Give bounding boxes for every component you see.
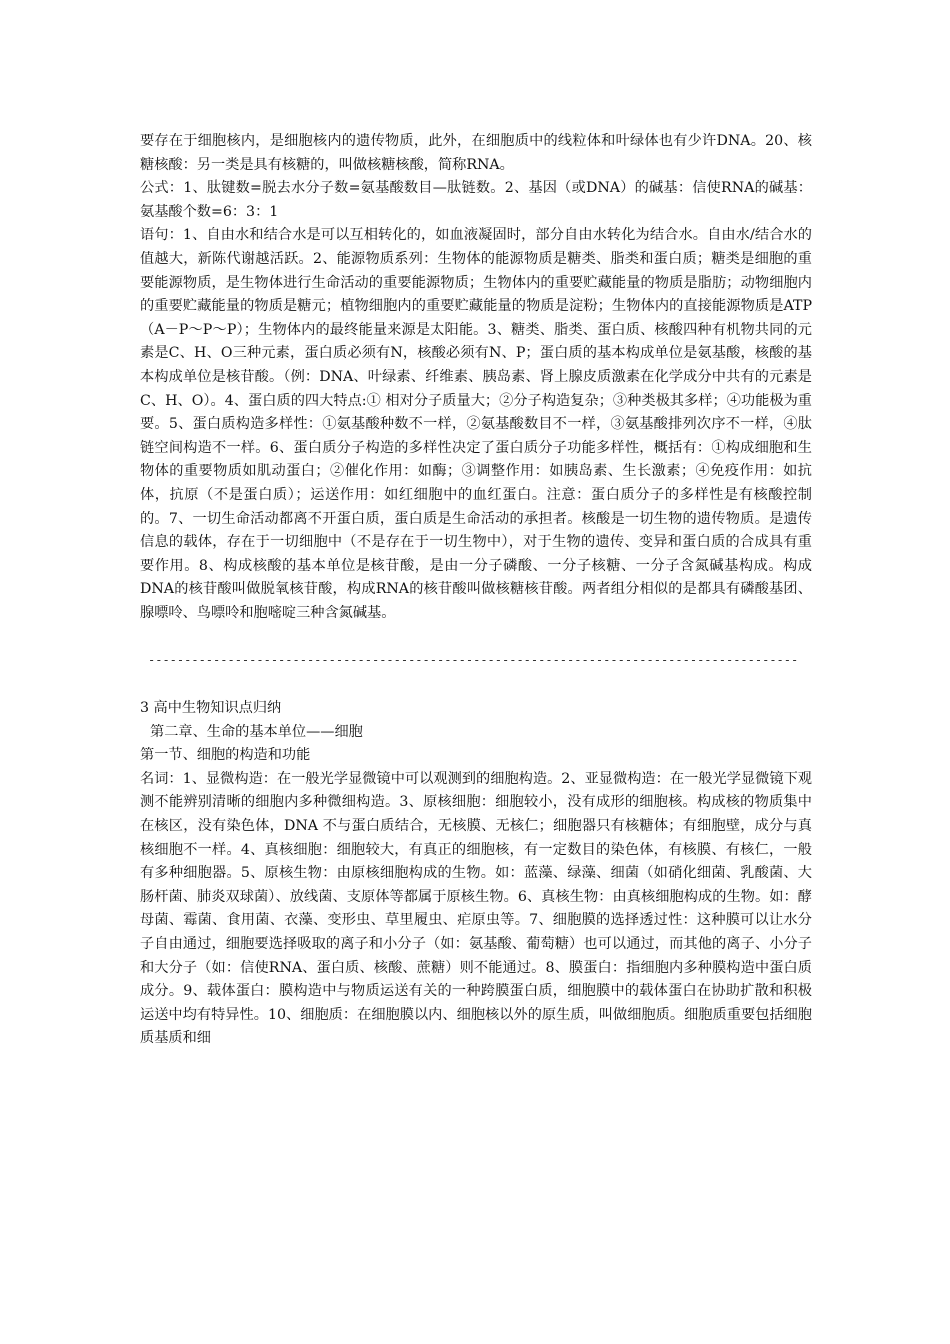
paragraph-formulas: 公式：1、肽键数=脱去水分子数=氨基酸数目—肽链数。2、基因（或DNA）的碱基：信使RNA的碱基：氨基酸个数=6：3：1 (140, 180, 812, 220)
section-title: 第一节、细胞的构造和功能 (140, 747, 311, 764)
document-page (140, 130, 812, 1051)
paragraph-nucleic-acid: 要存在于细胞核内，是细胞核内的遗传物质，此外，在细胞质中的线粒体和叶绿体也有少许DNA。20、核糖核酸：另一类是具有核糖的，叫做核糖核酸，简称RNA。 (140, 133, 812, 173)
paragraph-terms: 名词：1、显微构造：在一般光学显微镜中可以观测到的细胞构造。2、亚显微构造：在一般光学显微镜下观测不能辨别清晰的细胞内多种微细构造。3、原核细胞：细胞较小，没有成形的细胞核。构成核的物质集中在核区，没有染色体，DNA 不与蛋白质结合，无核膜、无核仁；细胞器只有核糖体；有细胞壁，成分与真核细胞不一样。4、真核细胞：细胞较大，有真正的细胞核，有一定数目的染色体，有核膜、有核仁，一般有多种细胞器。5、原核生物：由原核细胞构成的生物。如：蓝藻、绿藻、细菌（如硝化细菌、乳酸菌、大肠杆菌、肺炎双球菌）、放线菌、支原体等都属于原核生物。6、真核生物：由真核细胞构成的生物。如：酵母菌、霉菌、食用菌、衣藻、变形虫、草里履虫、疟原虫等。7、细胞膜的选择透过性：这种膜可以让水分子自由通过，细胞要选择吸取的离子和小分子（如：氨基酸、葡萄糖）也可以通过，而其他的离子、小分子和大分子（如：信使RNA、蛋白质、核酸、蔗糖）则不能通过。8、膜蛋白：指细胞内多种膜构造中蛋白质成分。9、载体蛋白：膜构造中与物质运送有关的一种跨膜蛋白质，细胞膜中的载体蛋白在协助扩散和积极运送中均有特异性。10、细胞质：在细胞膜以内、细胞核以外的原生质，叫做细胞质。细胞质重要包括细胞质基质和细 (140, 770, 812, 1047)
paragraph-statements: 语句：1、自由水和结合水是可以互相转化的，如血液凝固时，部分自由水转化为结合水。自由水/结合水的值越大，新陈代谢越活跃。2、能源物质系列：生物体的能源物质是糖类、脂类和蛋白质；糖类是细胞的重要能源物质，是生物体进行生命活动的重要能源物质；生物体内的重要贮藏能量的物质是脂肪；动物细胞内的重要贮藏能量的物质是糖元；植物细胞内的重要贮藏能量的物质是淀粉；生物体内的直接能源物质是ATP（A－P～P～P）；生物体内的最终能量来源是太阳能。3、糖类、脂类、蛋白质、核酸四种有机物共同的元素是C、H、O三种元素，蛋白质必须有N，核酸必须有N、P；蛋白质的基本构成单位是氨基酸，核酸的基本构成单位是核苷酸。（例：DNA、叶绿素、纤维素、胰岛素、肾上腺皮质激素在化学成分中共有的元素是C、H、O）。4、蛋白质的四大特点:① 相对分子质量大；②分子构造复杂；③种类极其多样；④功能极为重要。5、蛋白质构造多样性：①氨基酸种数不一样，②氨基酸数目不一样，③氨基酸排列次序不一样，④肽链空间构造不一样。6、蛋白质分子构造的多样性决定了蛋白质分子功能多样性，概括有：①构成细胞和生物体的重要物质如肌动蛋白；②催化作用：如酶；③调整作用：如胰岛素、生长激素；④免疫作用：如抗体，抗原（不是蛋白质）；运送作用：如红细胞中的血红蛋白。注意：蛋白质分子的多样性是有核酸控制的。7、一切生命活动都离不开蛋白质，蛋白质是生命活动的承担者。核酸是一切生物的遗传物质。是遗传信息的载体，存在于一切细胞中（不是存在于一切生物中），对于生物的遗传、变异和蛋白质的合成具有重要作用。8、构成核酸的基本单位是核苷酸，是由一分子磷酸、一分子核糖、一分子含氮碱基构成。构成DNA的核苷酸叫做脱氧核苷酸，构成RNA的核苷酸叫做核糖核苷酸。两者组分相似的是都具有磷酸基团、腺嘌呤、鸟嘌呤和胞嘧啶三种含氮碱基。 (140, 227, 812, 621)
blank-line (140, 673, 812, 697)
chapter-title: 第二章、生命的基本单位——细胞 (150, 723, 363, 740)
dashed-separator: ------------------------------------------------------------------------------------------ (148, 653, 799, 668)
section-heading: 3 高中生物知识点归纳 (140, 700, 282, 717)
